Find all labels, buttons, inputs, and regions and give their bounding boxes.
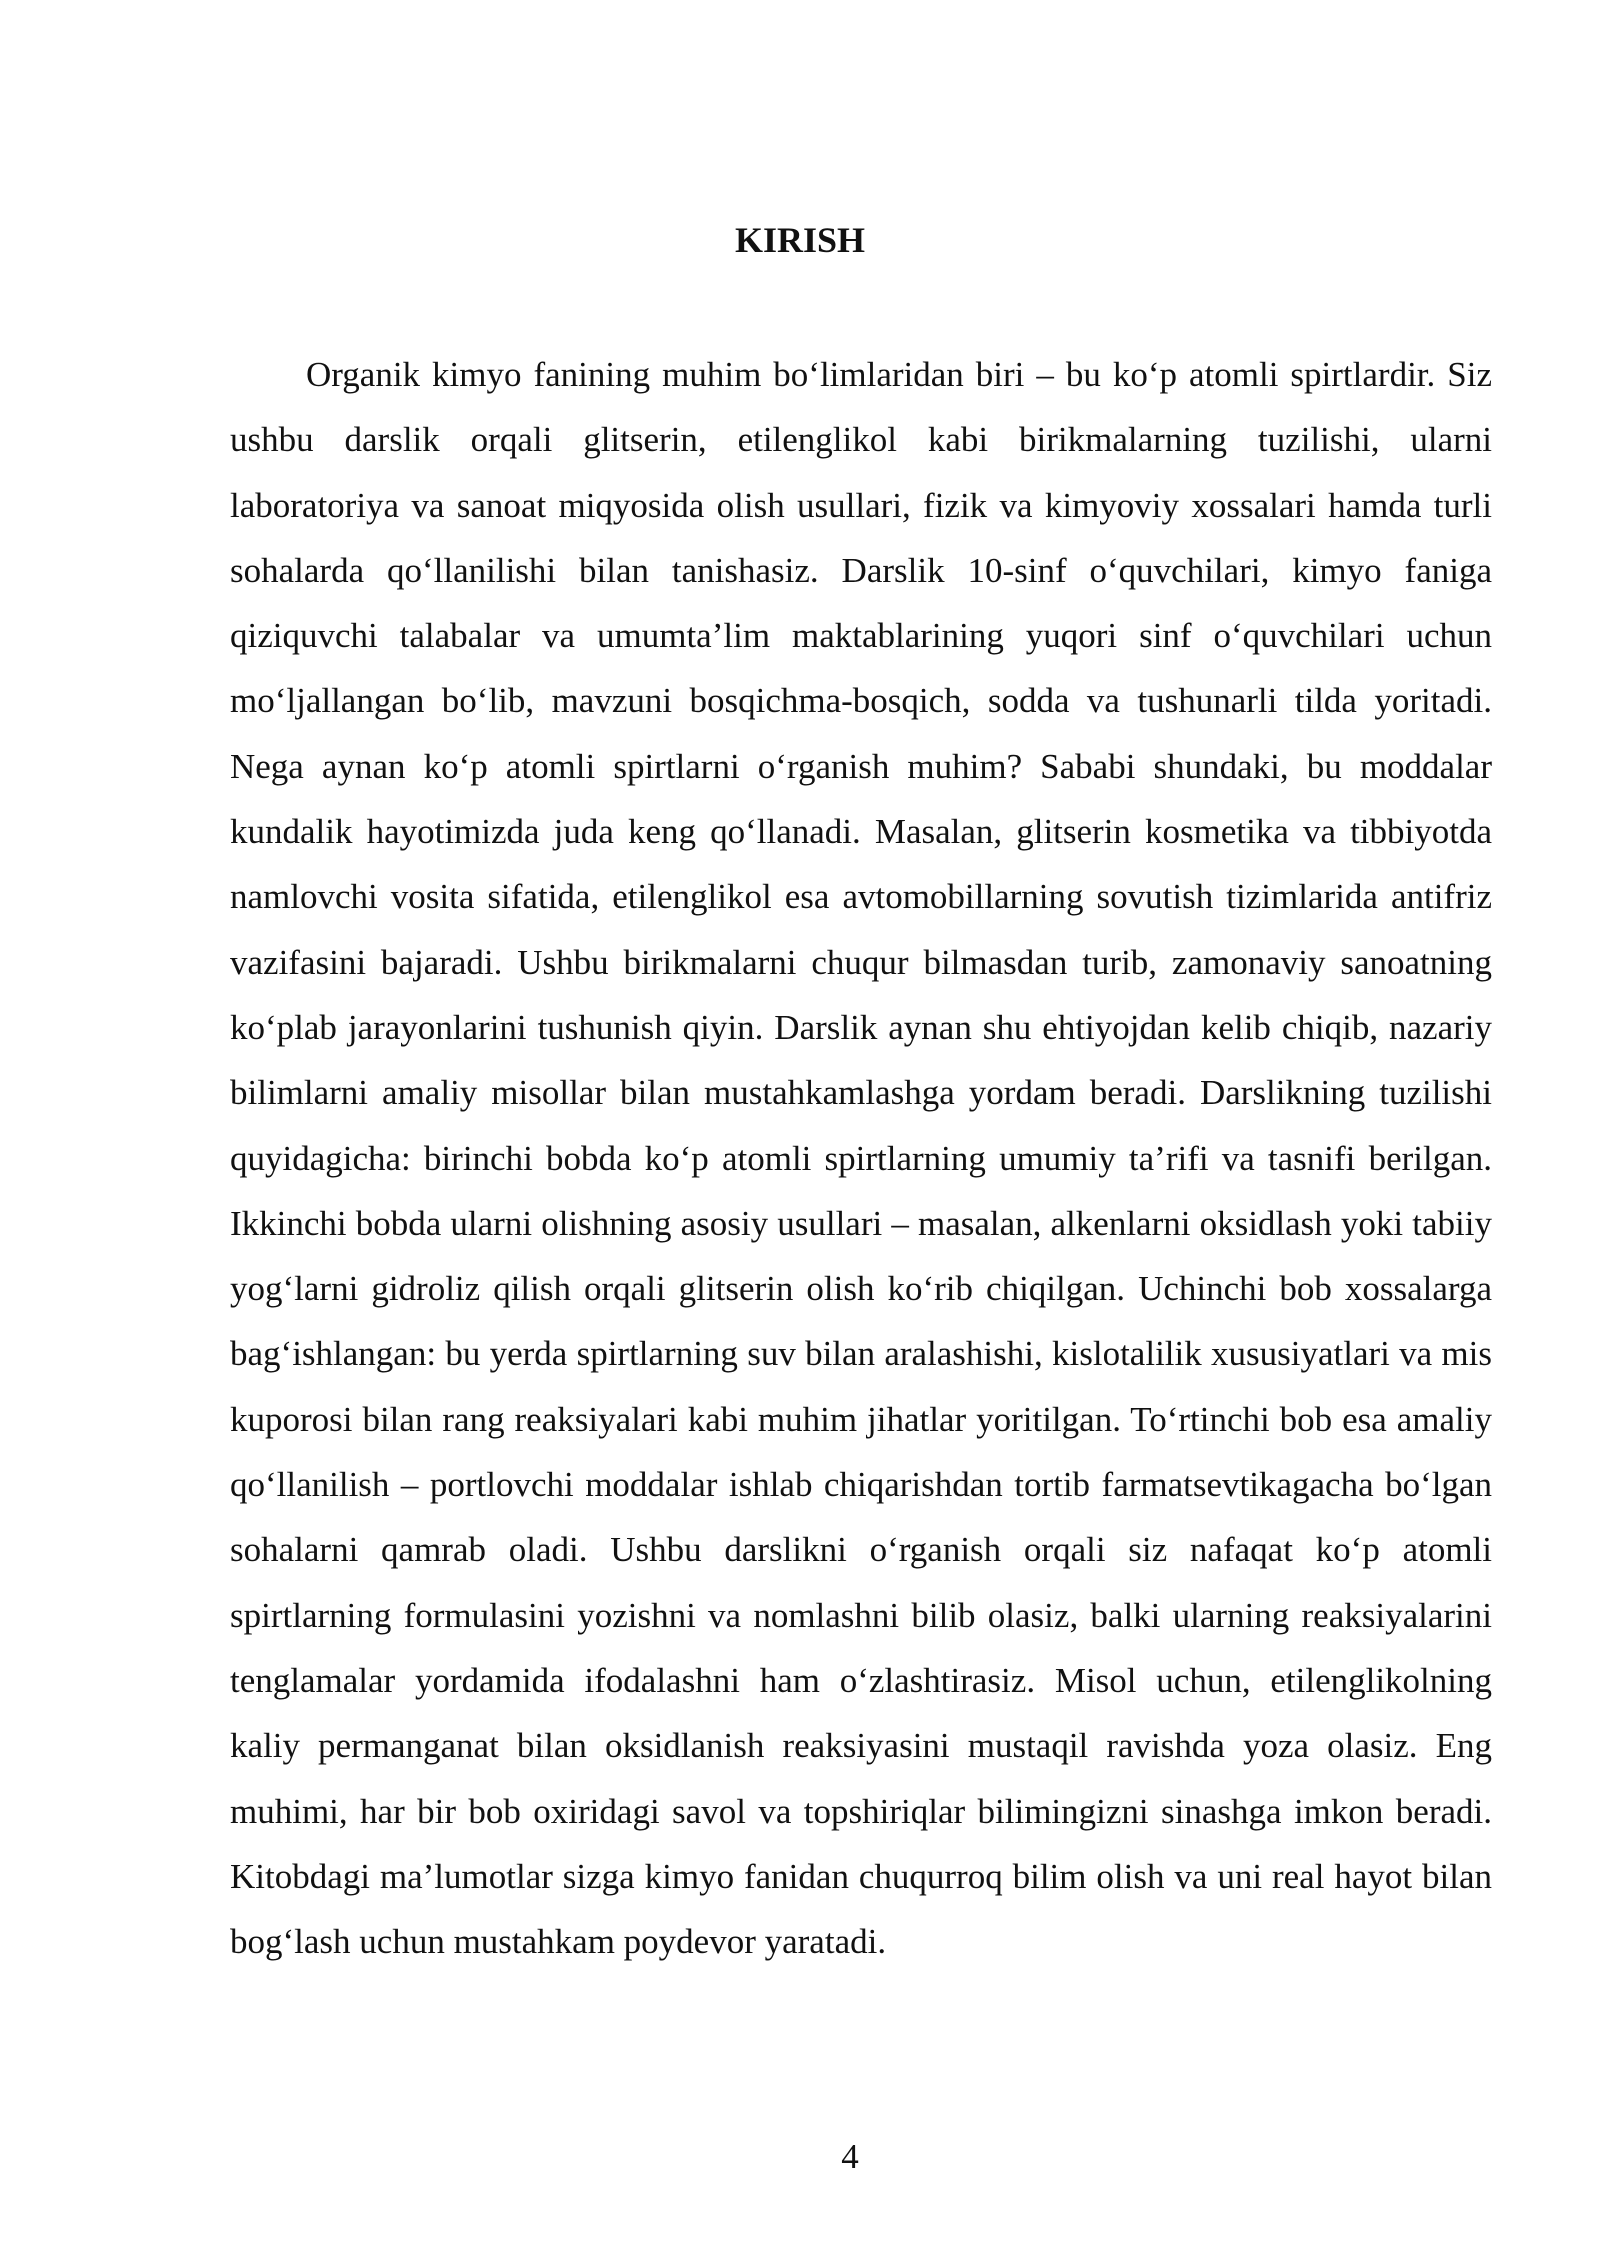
body-paragraph: Organik kimyo fanining muhim bo‘limlaridan biri – bu ko‘p atomli spirtlardir. Siz ushbu darslik orqali glitserin, etilenglikol kabi birikmalarning tuzilishi, ularni laboratoriya va sanoat miqyosida olish usullari, fizik va kimyoviy xossalari hamda turli sohalarda qo‘llanilishi bilan tanishasiz. Darslik 10-sinf o‘quvchilari, kimyo faniga qiziquvchi talabalar va umumta’lim maktablarining yuqori sinf o‘quvchilari uchun mo‘ljallangan bo‘lib, mavzuni bosqichma-bosqich, sodda va tushunarli tilda yoritadi. Nega aynan ko‘p atomli spirtlarni o‘rganish muhim? Sababi shundaki, bu moddalar kundalik hayotimizda juda keng qo‘llanadi. Masalan, glitserin kosmetika va tibbiyotda namlovchi vosita sifatida, etilenglikol esa avtomobillarning sovutish tizimlarida antifriz vazifasini bajaradi. Ushbu birikmalarni chuqur bilmasdan turib, zamonaviy sanoatning ko‘plab jarayonlarini tushunish qiyin. Darslik aynan shu ehtiyojdan kelib chiqib, nazariy bilimlarni amaliy misollar bilan mustahkamlashga yordam beradi. Darslikning tuzilishi quyidagicha: birinchi bobda ko‘p atomli spirtlarning umumiy ta’rifi va tasnifi berilgan. Ikkinchi bobda ularni olishning asosiy usullari – masalan, alkenlarni oksidlash yoki tabiiy yog‘larni gidroliz qilish orqali glitserin olish ko‘rib chiqilgan. Uchinchi bob xossalarga bag‘ishlangan: bu yerda spirtlarning suv bilan aralashishi, kislotalilik xususiyatlari va mis kuporosi bilan rang reaksiyalari kabi muhim jihatlar yoritilgan. To‘rtinchi bob esa amaliy qo‘llanilish – portlovchi moddalar ishlab chiqarishdan tortib farmatsevtikagacha bo‘lgan sohalarni qamrab oladi. Ushbu darslikni o‘rganish orqali siz nafaqat ko‘p atomli spirtlarning formulasini yozishni va nomlashni bilib olasiz, balki ularning reaksiyalarini tenglamalar yordamida ifodalashni ham o‘zlashtirasiz. Misol uchun, etilenglikolning kaliy permanganat bilan oksidlanish reaksiyasini mustaqil ravishda yoza olasiz. Eng muhimi, har bir bob oxiridagi savol va topshiriqlar bilimingizni sinashga imkon beradi. Kitobdagi ma’lumotlar sizga kimyo fanidan chuqurroq bilim olish va uni real hayot bilan bog‘lash uchun mustahkam poydevor yaratadi. xyxy=(230,355,1492,1962)
chapter-title: KIRISH xyxy=(734,220,866,260)
page-number: 4 xyxy=(841,2137,859,2176)
